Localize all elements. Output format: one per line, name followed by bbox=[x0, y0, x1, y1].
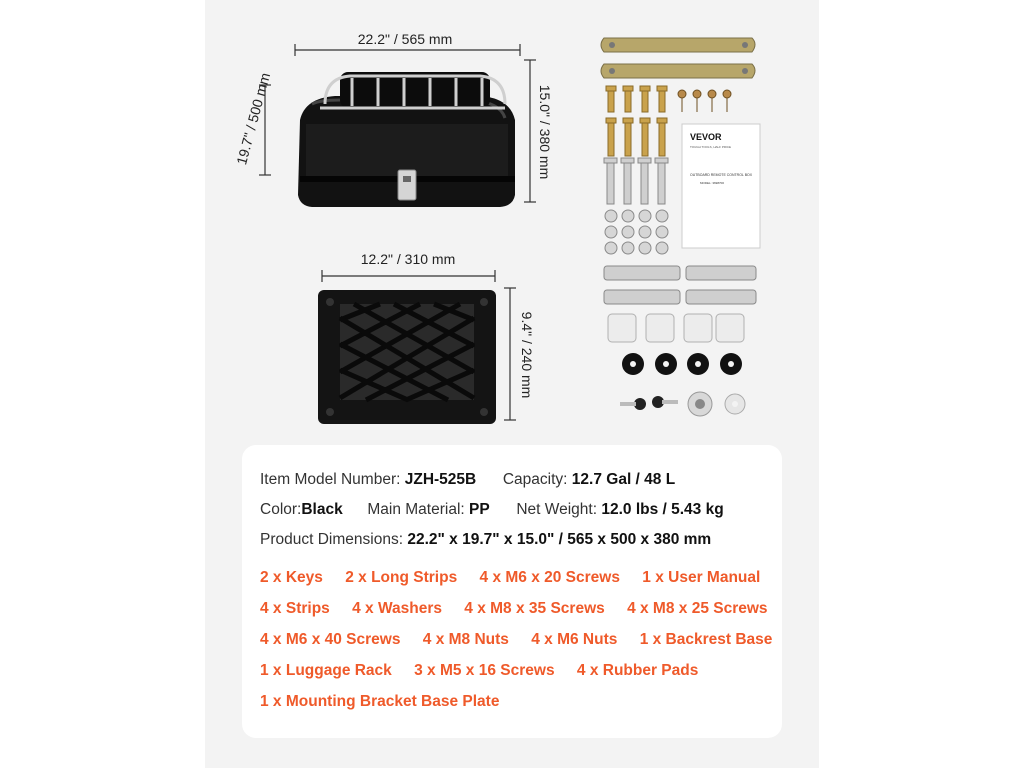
base-plate-image bbox=[318, 290, 496, 424]
plate-width-dimension bbox=[322, 270, 495, 282]
manual-model: MODEL: 3698700 bbox=[700, 181, 725, 185]
strips-image bbox=[604, 266, 756, 304]
color-label: Color: bbox=[260, 501, 302, 518]
part-item: 4 x M8 x 35 Screws bbox=[464, 600, 605, 617]
part-item: 4 x M8 x 25 Screws bbox=[627, 600, 768, 617]
trunk-width-label: 22.2" / 565 mm bbox=[357, 31, 453, 47]
spec-row-3 bbox=[260, 531, 711, 549]
part-item: 1 x Mounting Bracket Base Plate bbox=[260, 693, 500, 710]
part-item: 1 x Backrest Base bbox=[639, 631, 773, 648]
keys-image bbox=[620, 396, 678, 410]
manual-tagline: TOUGH TOOLS, HALF PRICE bbox=[690, 145, 732, 149]
model-number-label: Item Model Number: bbox=[260, 471, 401, 488]
trunk-depth-label: 19.7" / 500 mm bbox=[233, 71, 274, 167]
part-item: 4 x Strips bbox=[260, 600, 330, 617]
user-manual-image bbox=[682, 124, 760, 248]
parts-row bbox=[260, 662, 780, 693]
backrest-base-image bbox=[688, 392, 745, 416]
part-item: 4 x M6 x 20 Screws bbox=[479, 569, 620, 586]
part-item: 4 x M8 Nuts bbox=[422, 631, 509, 648]
net-weight-label: Net Weight: bbox=[516, 501, 598, 518]
part-item: 4 x Washers bbox=[352, 600, 442, 617]
spec-row-1 bbox=[260, 471, 675, 489]
manual-title: OUTBOARD REMOTE CONTROL BOX bbox=[690, 173, 753, 177]
rubber-pads-image bbox=[622, 353, 742, 375]
part-item: 1 x Luggage Rack bbox=[260, 662, 392, 679]
color-value: Black bbox=[301, 501, 343, 518]
plate-height-dimension bbox=[504, 288, 516, 420]
washer-plates-image bbox=[608, 314, 744, 342]
part-item: 1 x User Manual bbox=[642, 569, 761, 586]
parts-list bbox=[260, 569, 780, 724]
parts-row bbox=[260, 600, 780, 631]
model-number-value: JZH-525B bbox=[404, 471, 477, 488]
spec-card bbox=[242, 445, 782, 738]
parts-row bbox=[260, 569, 780, 600]
product-dimensions-label: Product Dimensions: bbox=[260, 531, 404, 548]
nuts-and-washers-image bbox=[605, 210, 668, 254]
capacity-label: Capacity: bbox=[502, 471, 568, 488]
trunk-height-dimension bbox=[524, 60, 536, 202]
parts-row bbox=[260, 631, 780, 662]
part-item: 2 x Long Strips bbox=[345, 569, 458, 586]
trunk-height-label: 15.0" / 380 mm bbox=[537, 84, 553, 180]
part-item: 2 x Keys bbox=[260, 569, 323, 586]
net-weight-value: 12.0 lbs / 5.43 kg bbox=[601, 501, 724, 518]
part-item: 4 x M6 Nuts bbox=[531, 631, 618, 648]
part-item: 4 x M6 x 40 Screws bbox=[260, 631, 401, 648]
trunk-image bbox=[298, 72, 515, 207]
part-item: 3 x M5 x 16 Screws bbox=[414, 662, 555, 679]
plate-height-label: 9.4" / 240 mm bbox=[519, 311, 535, 399]
manual-brand: VEVOR bbox=[690, 132, 722, 142]
part-item: 4 x Rubber Pads bbox=[576, 662, 699, 679]
long-strips-image bbox=[601, 38, 755, 78]
parts-row bbox=[260, 693, 780, 724]
plate-width-label: 12.2" / 310 mm bbox=[360, 251, 456, 267]
material-label: Main Material: bbox=[367, 501, 465, 518]
capacity-value: 12.7 Gal / 48 L bbox=[571, 471, 676, 488]
product-dimensions-value: 22.2" x 19.7" x 15.0" / 565 x 500 x 380 mm bbox=[407, 531, 712, 548]
spec-row-2 bbox=[260, 501, 724, 519]
material-value: PP bbox=[469, 501, 490, 518]
